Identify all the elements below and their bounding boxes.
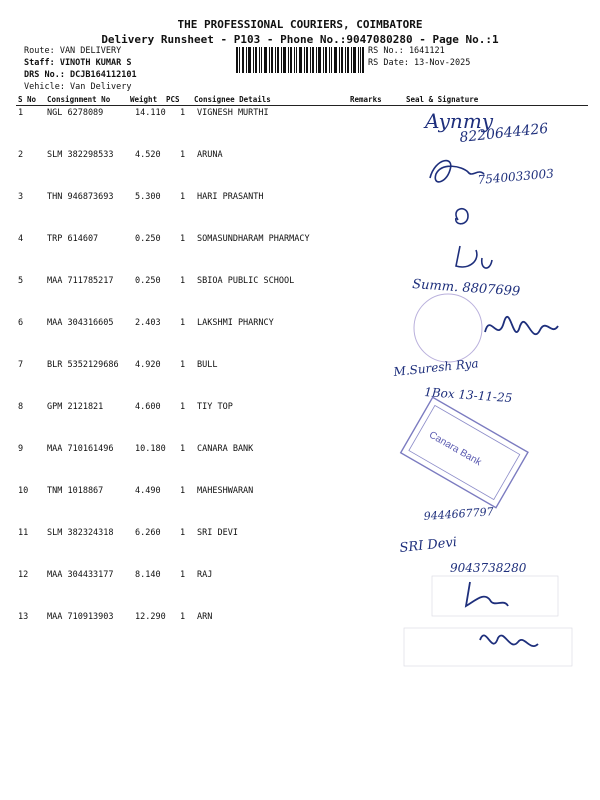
col-consignment: Consignment No xyxy=(47,95,111,104)
row-1-consignee: VIGNESH MURTHI xyxy=(197,108,269,118)
signature-row-7: M.Suresh Rya xyxy=(392,356,480,379)
signature-row-5: Summ. 8807699 xyxy=(411,277,521,300)
row-1-sno: 1 xyxy=(18,108,24,118)
signature-row-6-scribble xyxy=(485,317,558,334)
signature-row-3-mark xyxy=(456,209,468,224)
phone-note-row-12: 9043738280 xyxy=(450,561,527,575)
phone-note-row-10: 9444667797 xyxy=(423,505,495,523)
row-11-consignee: SRI DEVI xyxy=(197,528,238,538)
row-6-consignment: MAA 304316605 xyxy=(47,318,114,328)
row-2-weight: 4.520 xyxy=(135,150,161,160)
row-9-weight: 10.180 xyxy=(135,444,166,454)
row-9-consignee: CANARA BANK xyxy=(197,444,254,454)
row-2-consignee: ARUNA xyxy=(197,150,223,160)
row-6-consignee: LAKSHMI PHARNCY xyxy=(197,318,274,328)
row-6-pcs: 1 xyxy=(180,318,186,328)
staff-label: Staff: VINOTH KUMAR S xyxy=(24,58,132,68)
row-1-weight: 14.110 xyxy=(135,108,166,118)
row-10-weight: 4.490 xyxy=(135,486,161,496)
faded-stamp-row-12 xyxy=(432,576,558,616)
barcode-icon xyxy=(236,47,364,73)
row-4-weight: 0.250 xyxy=(135,234,161,244)
runsheet-title: Delivery Runsheet - P103 - Phone No.:9047080280 - Page No.:1 xyxy=(101,33,499,46)
row-5-sno: 5 xyxy=(18,276,24,286)
row-2-sno: 2 xyxy=(18,150,24,160)
row-4-consignment: TRP 614607 xyxy=(47,234,99,244)
canara-bank-stamp xyxy=(401,397,528,507)
canara-bank-stamp-text: Canara Bank xyxy=(427,429,484,469)
row-3-sno: 3 xyxy=(18,192,24,202)
drs-label: DRS No.: DCJB164112101 xyxy=(24,70,137,80)
row-8-consignment: GPM 2121821 xyxy=(47,402,104,412)
signature-row-4-mark xyxy=(456,246,492,268)
col-remarks: Remarks xyxy=(350,95,382,104)
row-8-consignee: TIY TOP xyxy=(197,402,233,412)
row-3-pcs: 1 xyxy=(180,192,186,202)
row-4-sno: 4 xyxy=(18,234,24,244)
row-5-weight: 0.250 xyxy=(135,276,161,286)
row-1-consignment: NGL 6278089 xyxy=(47,108,104,118)
row-7-consignment: BLR 5352129686 xyxy=(47,360,119,370)
row-12-pcs: 1 xyxy=(180,570,186,580)
faded-stamp-row-13 xyxy=(404,628,572,666)
row-10-consignee: MAHESHWARAN xyxy=(197,486,254,496)
row-12-sno: 12 xyxy=(18,570,29,580)
signature-row-13-scribble xyxy=(480,635,538,646)
phone-note-row-1: 8220644426 xyxy=(458,120,550,146)
row-4-consignee: SOMASUNDHARAM PHARMACY xyxy=(197,234,310,244)
col-consignee: Consignee Details xyxy=(194,95,271,104)
row-6-weight: 2.403 xyxy=(135,318,161,328)
rs-number: RS No.: 1641121 xyxy=(368,46,445,56)
note-row-7: 1Box 13-11-25 xyxy=(423,385,513,406)
row-7-sno: 7 xyxy=(18,360,24,370)
row-7-weight: 4.920 xyxy=(135,360,161,370)
col-sno: S No xyxy=(18,95,37,104)
row-3-weight: 5.300 xyxy=(135,192,161,202)
signature-row-12-scribble xyxy=(466,582,508,606)
row-9-consignment: MAA 710161496 xyxy=(47,444,114,454)
row-2-consignment: SLM 382298533 xyxy=(47,150,114,160)
row-8-pcs: 1 xyxy=(180,402,186,412)
row-9-pcs: 1 xyxy=(180,444,186,454)
row-11-consignment: SLM 382324318 xyxy=(47,528,114,538)
signature-row-2-scribble xyxy=(430,161,484,182)
row-8-sno: 8 xyxy=(18,402,24,412)
row-11-pcs: 1 xyxy=(180,528,186,538)
seal-stamp-row-6 xyxy=(414,294,482,362)
company-title: THE PROFESSIONAL COURIERS, COIMBATORE xyxy=(177,18,423,31)
row-12-consignee: RAJ xyxy=(197,570,213,580)
row-2-pcs: 1 xyxy=(180,150,186,160)
row-10-pcs: 1 xyxy=(180,486,186,496)
row-11-sno: 11 xyxy=(18,528,29,538)
row-6-sno: 6 xyxy=(18,318,24,328)
row-3-consignment: THN 946873693 xyxy=(47,192,114,202)
row-13-weight: 12.290 xyxy=(135,612,166,622)
row-11-weight: 6.260 xyxy=(135,528,161,538)
row-7-pcs: 1 xyxy=(180,360,186,370)
col-seal-signature: Seal & Signature xyxy=(406,95,479,104)
row-13-sno: 13 xyxy=(18,612,29,622)
phone-note-row-2: 7540033003 xyxy=(477,166,555,187)
row-9-sno: 9 xyxy=(18,444,24,454)
row-1-pcs: 1 xyxy=(180,108,186,118)
signature-row-11: SRI Devi xyxy=(398,535,458,556)
row-12-consignment: MAA 304433177 xyxy=(47,570,114,580)
row-3-consignee: HARI PRASANTH xyxy=(197,192,264,202)
col-weight: Weight xyxy=(130,95,158,104)
vehicle-label: Vehicle: Van Delivery xyxy=(24,82,132,92)
row-10-sno: 10 xyxy=(18,486,29,496)
route-label: Route: VAN DELIVERY xyxy=(24,46,122,56)
row-13-consignment: MAA 710913903 xyxy=(47,612,114,622)
row-4-pcs: 1 xyxy=(180,234,186,244)
signature-row-1: Aynmy xyxy=(425,109,494,133)
row-5-consignment: MAA 711785217 xyxy=(47,276,114,286)
row-10-consignment: TNM 1018867 xyxy=(47,486,104,496)
signature-column xyxy=(380,100,600,800)
row-5-pcs: 1 xyxy=(180,276,186,286)
row-13-consignee: ARN xyxy=(197,612,213,622)
row-12-weight: 8.140 xyxy=(135,570,161,580)
rs-date: RS Date: 13-Nov-2025 xyxy=(368,58,471,68)
row-7-consignee: BULL xyxy=(197,360,218,370)
row-13-pcs: 1 xyxy=(180,612,186,622)
row-5-consignee: SBIOA PUBLIC SCHOOL xyxy=(197,276,295,286)
row-8-weight: 4.600 xyxy=(135,402,161,412)
col-pcs: PCS xyxy=(166,95,180,104)
